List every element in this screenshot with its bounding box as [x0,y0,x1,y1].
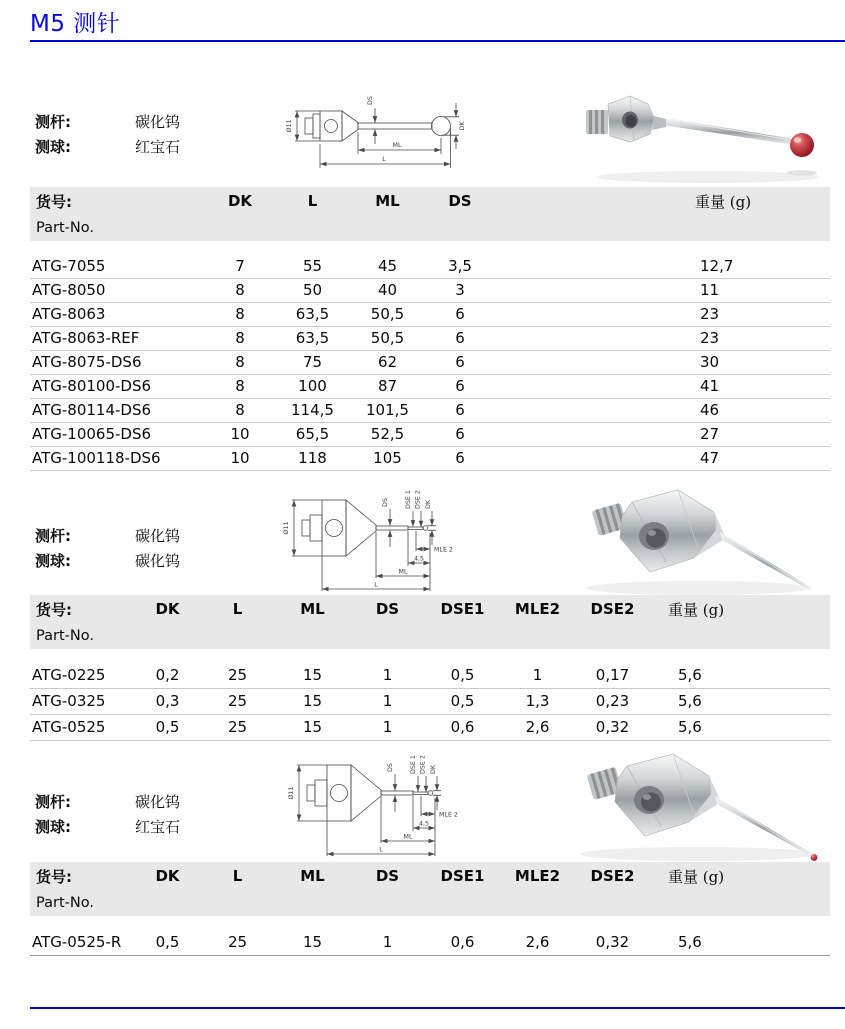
spec-value-cell: 0,6 [425,929,500,955]
part-no-cell: ATG-7055 [30,254,205,278]
header-row [30,595,830,623]
spec-value-cell: 1,3 [500,688,575,714]
spec-value-cell: 1 [350,662,425,688]
part-no-cell: ATG-8063 [30,302,205,326]
spec-value-cell: 101,5 [350,398,425,422]
spec-value-cell: 10 [205,446,275,470]
column-header: DSE1 [425,862,500,890]
technical-drawing-micro-ruby-stylus [285,748,475,863]
table-body [30,254,830,470]
spec-value-cell: 11 [495,278,830,302]
spec-value-cell: 63,5 [275,302,350,326]
spec-line [35,549,180,574]
header-row [30,187,830,215]
dim-label-dk: DK [425,500,432,509]
spec-value-cell: 0,5 [135,929,200,955]
spec-line [35,524,180,549]
column-header: DK [205,187,275,215]
spec-line [35,815,180,840]
shaft-label: 测杆: [35,793,71,811]
spec-value-cell: 87 [350,374,425,398]
section1-specs [35,110,180,160]
spec-value-cell: 8 [205,398,275,422]
column-header: DS [350,595,425,623]
spec-value-cell: 6 [425,422,495,446]
column-header: L [200,862,275,890]
ball-material: 红宝石 [135,138,181,156]
header-row [30,862,830,890]
spec-value-cell: 40 [350,278,425,302]
spec-value-cell: 5,6 [650,714,830,740]
dim-label-ml: ML [392,142,402,149]
part-no-cell: ATG-8050 [30,278,205,302]
spec-value-cell: 2,6 [500,929,575,955]
spec-value-cell: 0,23 [575,688,650,714]
dim-label-45: 4,5 [418,820,430,828]
column-header: MLE2 [500,595,575,623]
spec-value-cell: 6 [425,374,495,398]
spec-value-cell: 6 [425,446,495,470]
spec-value-cell: 52,5 [350,422,425,446]
spec-value-cell: 3,5 [425,254,495,278]
dim-label-dse1: DSE 1 [410,755,417,774]
spec-value-cell: 0,3 [135,688,200,714]
spec-value-cell: 5,6 [650,662,830,688]
part-no-cell: ATG-80100-DS6 [30,374,205,398]
column-header: MLE2 [500,862,575,890]
spec-value-cell: 41 [495,374,830,398]
part-no-cell: ATG-10065-DS6 [30,422,205,446]
table-row [30,374,830,398]
table-row [30,446,830,470]
spec-value-cell: 75 [275,350,350,374]
table-row [30,326,830,350]
ball-label: 测球: [35,138,71,156]
spec-value-cell: 1 [350,714,425,740]
spec-value-cell: 15 [275,662,350,688]
spec-value-cell: 0,6 [425,714,500,740]
dim-label-ds: DS [367,96,374,105]
column-header: DS [425,187,495,215]
spec-value-cell: 30 [495,350,830,374]
spec-value-cell: 0,5 [135,714,200,740]
table-row [30,350,830,374]
dim-label-dse2: DSE 2 [419,755,427,774]
spec-value-cell: 1 [350,929,425,955]
spec-value-cell: 105 [350,446,425,470]
spec-value-cell: 25 [200,929,275,955]
spec-value-cell: 8 [205,350,275,374]
table-row [30,422,830,446]
column-header: L [200,595,275,623]
table-body [30,662,830,740]
spec-value-cell: 23 [495,302,830,326]
header-row-en [30,215,830,241]
spec-value-cell: 6 [425,302,495,326]
column-header: DS [350,862,425,890]
spec-value-cell: 15 [275,714,350,740]
header-row-en [30,623,830,649]
product-photo-ruby-ball-stylus [558,80,838,186]
column-header: ML [350,187,425,215]
spec-value-cell: 0,5 [425,688,500,714]
spec-value-cell: 15 [275,929,350,955]
dim-label-dk: DK [430,765,437,774]
column-header: DK [135,595,200,623]
shaft-material: 碳化钨 [135,793,181,811]
spec-value-cell: 114,5 [275,398,350,422]
spec-value-cell: 62 [350,350,425,374]
spec-value-cell: 6 [425,326,495,350]
spec-value-cell: 100 [275,374,350,398]
shaft-material: 碳化钨 [135,113,181,131]
dim-label-l: L [374,581,378,589]
spec-value-cell: 0,5 [425,662,500,688]
part-no-cell: ATG-80114-DS6 [30,398,205,422]
column-header: DSE2 [575,595,650,623]
part-no-cell: ATG-0225 [30,662,135,688]
table-header [30,862,830,916]
ruby-ball [790,133,814,157]
part-no-label-cn: 货号: [30,595,135,623]
spec-value-cell: 50,5 [350,302,425,326]
header-gap [30,916,830,929]
dim-label-ml: ML [398,568,408,576]
dim-label-ml: ML [403,833,413,841]
table-row [30,278,830,302]
spec-value-cell: 10 [205,422,275,446]
column-header: DK [135,862,200,890]
table-row [30,398,830,422]
spec-value-cell: 50 [275,278,350,302]
dim-label-diameter: Ø11 [288,786,295,800]
spec-value-cell: 2,6 [500,714,575,740]
title-divider [30,40,845,42]
dim-label-ds: DS [382,498,389,507]
part-no-cell: ATG-100118-DS6 [30,446,205,470]
spec-value-cell: 15 [275,688,350,714]
table-row [30,688,830,714]
ruby-ball [811,854,818,861]
dim-label-45: 4,5 [413,555,425,563]
dim-label-l: L [379,846,383,854]
technical-drawing-micro-stylus [280,483,470,598]
column-header: ML [275,595,350,623]
stylus-table-3 [30,862,830,956]
footer-divider [30,1007,845,1009]
spec-value-cell: 50,5 [350,326,425,350]
column-header: ML [275,862,350,890]
stylus-table-1 [30,187,830,471]
spec-value-cell: 8 [205,302,275,326]
shaft-material: 碳化钨 [135,527,181,545]
product-photo-micro-ruby-stylus [543,740,840,868]
spec-value-cell: 63,5 [275,326,350,350]
table-row [30,929,830,955]
page-title: M5 测针 [30,11,121,37]
spec-value-cell: 23 [495,326,830,350]
part-no-label-cn: 货号: [30,862,135,890]
spec-value-cell: 27 [495,422,830,446]
dim-label-dse2: DSE 2 [414,490,422,509]
header-gap [30,649,830,662]
header-gap [30,241,830,254]
dim-label-mle2: MLE 2 [439,811,458,819]
spec-value-cell: 0,32 [575,714,650,740]
column-header: DSE1 [425,595,500,623]
spec-value-cell: 47 [495,446,830,470]
column-header: L [275,187,350,215]
column-header: 重量 (g) [495,187,830,215]
dim-label-l: L [382,156,386,163]
section3-specs [35,790,180,840]
spec-value-cell: 1 [500,662,575,688]
technical-drawing-straight-stylus [283,88,473,176]
dim-label-dse1: DSE 1 [405,490,412,509]
table-body [30,929,830,955]
column-header: 重量 (g) [650,862,830,890]
part-no-label-en: Part-No. [30,215,830,241]
table-header [30,595,830,649]
part-no-label-en: Part-No. [30,623,830,649]
part-no-cell: ATG-8075-DS6 [30,350,205,374]
part-no-cell: ATG-0325 [30,688,135,714]
part-no-cell: ATG-0525 [30,714,135,740]
dim-label-mle2: MLE 2 [434,546,453,554]
spec-value-cell: 46 [495,398,830,422]
spec-value-cell: 45 [350,254,425,278]
part-no-cell: ATG-8063-REF [30,326,205,350]
dim-label-diameter: Ø11 [286,119,293,133]
spec-value-cell: 8 [205,278,275,302]
table-row [30,302,830,326]
ball-label: 测球: [35,818,71,836]
dim-label-dk: DK [459,121,466,131]
spec-line [35,110,180,135]
table-row [30,714,830,740]
product-photo-carbide-tip-stylus [548,476,833,602]
table-row [30,662,830,688]
spec-value-cell: 5,6 [650,929,830,955]
header-row-en [30,890,830,916]
part-no-cell: ATG-0525-R [30,929,135,955]
dim-label-ds: DS [387,763,394,772]
spec-value-cell: 25 [200,714,275,740]
spec-value-cell: 5,6 [650,688,830,714]
spec-value-cell: 8 [205,326,275,350]
spec-value-cell: 25 [200,688,275,714]
part-no-label-en: Part-No. [30,890,830,916]
spec-value-cell: 7 [205,254,275,278]
spec-value-cell: 6 [425,398,495,422]
table-row [30,254,830,278]
spec-value-cell: 65,5 [275,422,350,446]
ball-material: 红宝石 [135,818,181,836]
spec-value-cell: 1 [350,688,425,714]
spec-value-cell: 0,17 [575,662,650,688]
table-header [30,187,830,241]
section2-specs [35,524,180,574]
spec-value-cell: 118 [275,446,350,470]
spec-value-cell: 8 [205,374,275,398]
spec-value-cell: 3 [425,278,495,302]
ball-label: 测球: [35,552,71,570]
spec-value-cell: 6 [425,350,495,374]
spec-value-cell: 0,32 [575,929,650,955]
stylus-table-2 [30,595,830,741]
part-no-label-cn: 货号: [30,187,205,215]
spec-value-cell: 0,2 [135,662,200,688]
column-header: 重量 (g) [650,595,830,623]
dim-label-diameter: Ø11 [283,521,290,535]
spec-line [35,135,180,160]
spec-value-cell: 25 [200,662,275,688]
column-header: DSE2 [575,862,650,890]
spec-line [35,790,180,815]
ball-material: 碳化钨 [135,552,181,570]
shaft-label: 测杆: [35,113,71,131]
spec-value-cell: 55 [275,254,350,278]
shaft-label: 测杆: [35,527,71,545]
spec-value-cell: 12,7 [495,254,830,278]
